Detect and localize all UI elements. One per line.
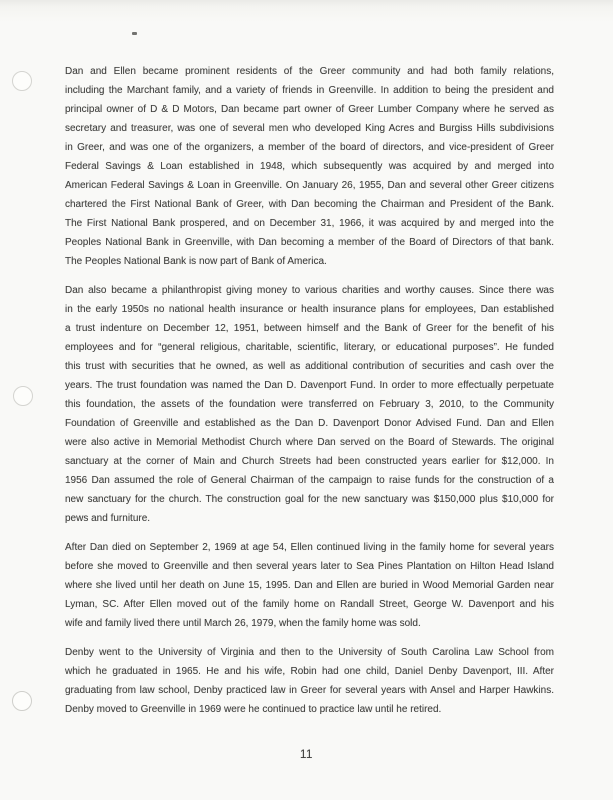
text-line: Denby went to the University of Virginia and then to the University of South Carolina Law School from	[65, 647, 554, 658]
text-line: including the Marchant family, and a variety of friends in Greenville. In addition to being the president and	[65, 85, 554, 96]
punch-hole-middle	[13, 386, 33, 406]
text-line: this foundation, the assets of the foundation were transferred on February 3, 2010, to the Community	[65, 399, 554, 410]
text-line: which he graduated in 1965. He and his wife, Robin had one child, Daniel Denby Davenport, III. After	[65, 666, 554, 677]
scan-artifact	[132, 32, 137, 35]
text-line: Dan and Ellen became prominent residents of the Greer community and had both family relations,	[65, 66, 554, 77]
text-line: sanctuary at the corner of Main and Church Streets had been constructed years earlier for $12,000. In	[65, 456, 554, 467]
text-line: Denby moved to Greenville in 1969 were he continued to practice law until he retired.	[65, 704, 442, 715]
text-line: this trust with securities that he owned, as well as additional contribution of securities and cash over the	[65, 361, 554, 372]
text-line: Federal Savings & Loan established in 1948, which subsequently was acquired by and merged into	[65, 161, 554, 172]
text-line: in Greer, and was one of the organizers, a member of the board of directors, and vice-president of Greer	[65, 142, 554, 153]
punch-hole-bottom	[12, 691, 32, 711]
paragraph	[65, 281, 554, 528]
text-line: Peoples National Bank in Greenville, with Dan becoming a member of the Board of Directors of that bank.	[65, 237, 554, 248]
paragraph	[65, 62, 554, 271]
text-line: pews and furniture.	[65, 513, 151, 524]
paragraph	[65, 643, 554, 719]
text-line: Dan also became a philanthropist giving money to various charities and worthy causes. Since there was	[65, 285, 554, 296]
text-line: Lyman, SC. After Ellen moved out of the family home on Randall Street, George W. Davenport and his	[65, 599, 554, 610]
text-line: years. The trust foundation was named the Dan D. Davenport Fund. In order to more effectually perpetuate	[65, 380, 554, 391]
page-number: 11	[300, 749, 313, 761]
text-line: graduating from law school, Denby practiced law in Greer for several years with Ansel and Harper Hawkins.	[65, 685, 554, 696]
text-line: The First National Bank prospered, and on December 31, 1966, it was acquired by and merged into the	[65, 218, 554, 229]
text-line: were also active in Memorial Methodist Church where Dan served on the Board of Stewards. The original	[65, 437, 554, 448]
text-line: new sanctuary for the church. The construction goal for the new sanctuary was $150,000 plus $10,000 for	[65, 494, 554, 505]
text-line: a trust indenture on December 12, 1951, between himself and the Bank of Greer for the benefit of his	[65, 323, 554, 334]
text-line: where she lived until her death on June 15, 1995. Dan and Ellen are buried in Wood Memorial Garden near	[65, 580, 554, 591]
text-line: principal owner of D & D Motors, Dan became part owner of Greer Lumber Company where he served as	[65, 104, 554, 115]
text-line: Foundation of Greenville and established as the Dan D. Davenport Donor Advised Fund. Dan and Ellen	[65, 418, 554, 429]
text-line: chartered the First National Bank of Greer, with Dan becoming the Chairman and President of the Bank.	[65, 199, 554, 210]
text-line: 1956 Dan assumed the role of General Chairman of the campaign to raise funds for the construction of a	[65, 475, 554, 486]
text-line: After Dan died on September 2, 1969 at age 54, Ellen continued living in the family home for several years	[65, 542, 554, 553]
page-text	[65, 62, 554, 729]
paragraph	[65, 538, 554, 633]
text-line: employees and for “general religious, charitable, scientific, literary, or educational purposes”. He funded	[65, 342, 554, 353]
text-line: American Federal Savings & Loan in Greenville. On January 26, 1955, Dan and several other Greer citizens	[65, 180, 554, 191]
text-line: The Peoples National Bank is now part of Bank of America.	[65, 256, 327, 267]
text-line: in the early 1950s no national health insurance or health insurance plans for employees, Dan established	[65, 304, 554, 315]
text-line: before she moved to Greenville and then several years later to Sea Pines Plantation on Hilton Head Island	[65, 561, 554, 572]
text-line: secretary and treasurer, was one of several men who developed King Acres and Burgiss Hills subdivisions	[65, 123, 554, 134]
text-line: wife and family lived there until March 26, 1979, when the family home was sold.	[65, 618, 421, 629]
punch-hole-top	[12, 71, 32, 91]
